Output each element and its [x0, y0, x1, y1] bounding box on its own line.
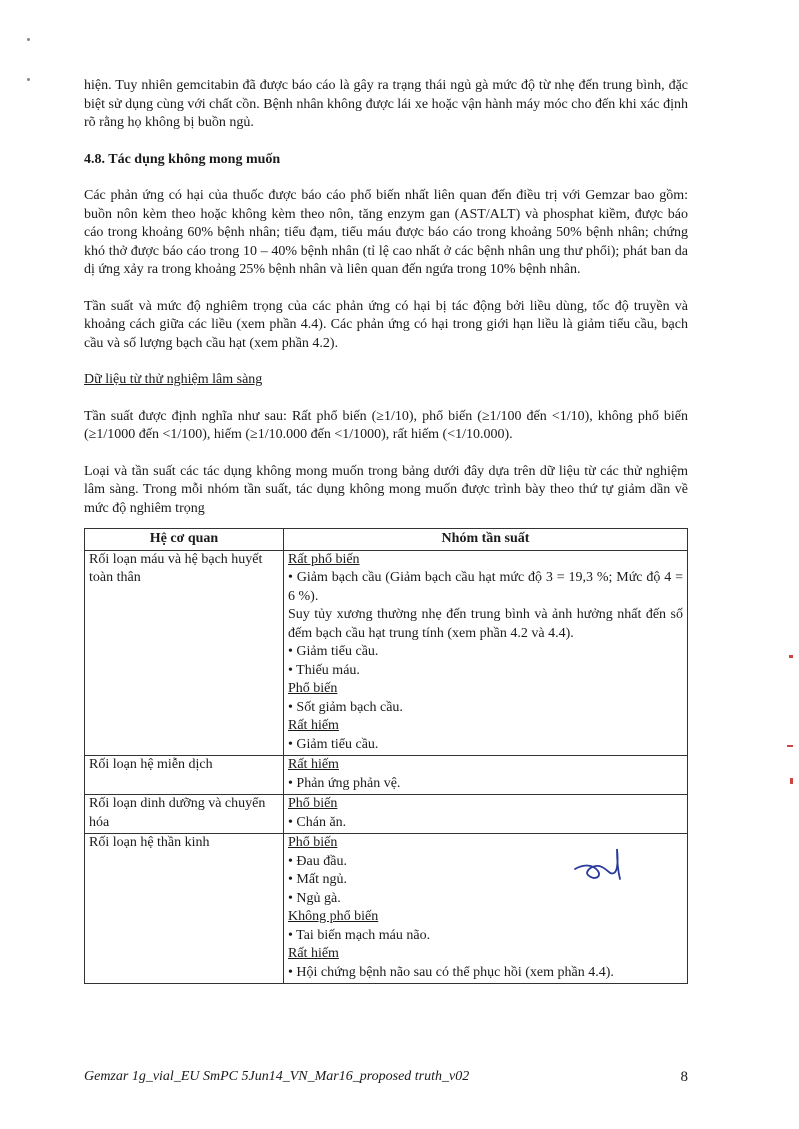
- scan-speck: [27, 78, 30, 81]
- organ-system-cell: Rối loạn máu và hệ bạch huyết toàn thân: [85, 550, 284, 756]
- page-footer: [84, 1068, 688, 1087]
- section-heading: 4.8. Tác dụng không mong muốn: [84, 151, 281, 167]
- header-frequency-group: Nhóm tần suất: [284, 529, 688, 551]
- scan-mark: [790, 778, 793, 784]
- effect-item: • Phản ứng phản vệ.: [288, 775, 401, 791]
- subsection-heading: Dữ liệu từ thử nghiệm lâm sàng: [84, 372, 263, 387]
- intro-paragraph: hiện. Tuy nhiên gemcitabin đã được báo cáo là gây ra trạng thái ngủ gà mức độ từ nhẹ đến trung bình, đặc biệt sử dụng cùng với chất cồn. Bệnh nhân không được lái xe hoặc vận hành máy móc cho đến khi xác định rõ rằng họ không bị buồn ngủ.: [84, 78, 688, 130]
- frequency-definition: Tần suất được định nghĩa như sau: Rất phổ biến (≥1/10), phổ biến (≥1/100 đến <1/10), không phổ biến (≥1/1000 đến <1/100), hiếm (≥1/10.000 đến <1/1000), rất hiếm (<1/10.000).: [84, 408, 688, 442]
- effect-item: • Thiếu máu.: [288, 662, 360, 678]
- effect-item: • Chán ăn.: [288, 814, 347, 830]
- effect-item: • Ngủ gà.: [288, 890, 341, 906]
- organ-system-cell: Rối loạn dinh dưỡng và chuyển hóa: [85, 795, 284, 834]
- header-organ-system: Hệ cơ quan: [85, 529, 284, 551]
- effect-item: • Giảm bạch cầu (Giảm bạch cầu hạt mức độ 3 = 19,3 %; Mức độ 4 = 6 %).: [288, 570, 683, 604]
- body-paragraph: Các phản ứng có hại của thuốc được báo cáo phổ biến nhất liên quan đến điều trị với Gemzar bao gồm: buồn nôn kèm theo hoặc không kèm theo nôn, tăng enzym gan (AST/ALT) và phosphat kiềm, được báo cáo trong khoảng 60% bệnh nhân; tiểu đạm, tiểu máu được báo cáo trong khoảng 50% bệnh nhân; chứng khó thở được báo cáo trong 10 – 40% bệnh nhân (tỉ lệ cao nhất ở các bệnh nhân ung thư phổi); phát ban da dị ứng xảy ra trong khoảng 25% bệnh nhân và liên quan đến ngứa trong 10% bệnh nhân.: [84, 188, 688, 277]
- frequency-category: Phổ biến: [288, 681, 338, 696]
- effect-item: • Giảm tiểu cầu.: [288, 644, 379, 659]
- frequency-category: Rất phổ biến: [288, 551, 360, 567]
- effect-item: Suy tủy xương thường nhẹ đến trung bình và ảnh hưởng nhất đến số đếm bạch cầu hạt trung tính (xem phần 4.2 và 4.4).: [288, 607, 683, 641]
- frequency-cell: [284, 550, 688, 756]
- scan-speck: [27, 38, 30, 41]
- page-number: 8: [680, 1069, 688, 1085]
- frequency-category: Không phổ biến: [288, 909, 379, 924]
- organ-system-cell: Rối loạn hệ miễn dịch: [85, 756, 284, 795]
- frequency-category: Rất hiếm: [288, 757, 339, 772]
- organ-system-cell: Rối loạn hệ thần kinh: [85, 834, 284, 984]
- handwritten-signature: [572, 845, 632, 885]
- frequency-cell: [284, 756, 688, 795]
- footer-document-name: Gemzar 1g_vial_EU SmPC 5Jun14_VN_Mar16_proposed truth_v02: [84, 1069, 470, 1084]
- frequency-category: Rất hiếm: [288, 946, 339, 961]
- scan-mark: [787, 745, 793, 747]
- scan-mark: [789, 655, 793, 658]
- effect-item: • Giảm tiểu cầu.: [288, 736, 379, 752]
- table-row: [85, 550, 688, 756]
- frequency-category: Phổ biến: [288, 796, 338, 811]
- body-paragraph: Tần suất và mức độ nghiêm trọng của các phản ứng có hại bị tác động bởi liều dùng, tốc độ truyền và khoảng cách giữa các liều (xem phần 4.4). Các phản ứng có hại trong giới hạn liều là giảm tiểu cầu, bạch cầu và số lượng bạch cầu hạt (xem phần 4.2).: [84, 298, 688, 351]
- frequency-category: Phổ biến: [288, 835, 338, 850]
- effect-item: • Mất ngủ.: [288, 872, 347, 887]
- effect-item: • Hội chứng bệnh não sau có thể phục hồi (xem phần 4.4).: [288, 964, 614, 980]
- effect-item: • Tai biến mạch máu não.: [288, 927, 431, 943]
- frequency-category: Rất hiếm: [288, 718, 339, 733]
- effect-item: • Sốt giảm bạch cầu.: [288, 699, 403, 715]
- table-row: [85, 756, 688, 795]
- table-row: [85, 795, 688, 834]
- effect-item: • Đau đầu.: [288, 853, 347, 869]
- adverse-effects-table: [84, 528, 688, 984]
- frequency-cell: [284, 795, 688, 834]
- table-header-row: [85, 529, 688, 551]
- table-intro: Loại và tần suất các tác dụng không mong muốn trong bảng dưới đây dựa trên dữ liệu từ các thử nghiệm lâm sàng. Trong mỗi nhóm tần suất, tác dụng không mong muốn được trình bày theo thứ tự giảm dần về mức độ nghiêm trọng: [84, 463, 688, 516]
